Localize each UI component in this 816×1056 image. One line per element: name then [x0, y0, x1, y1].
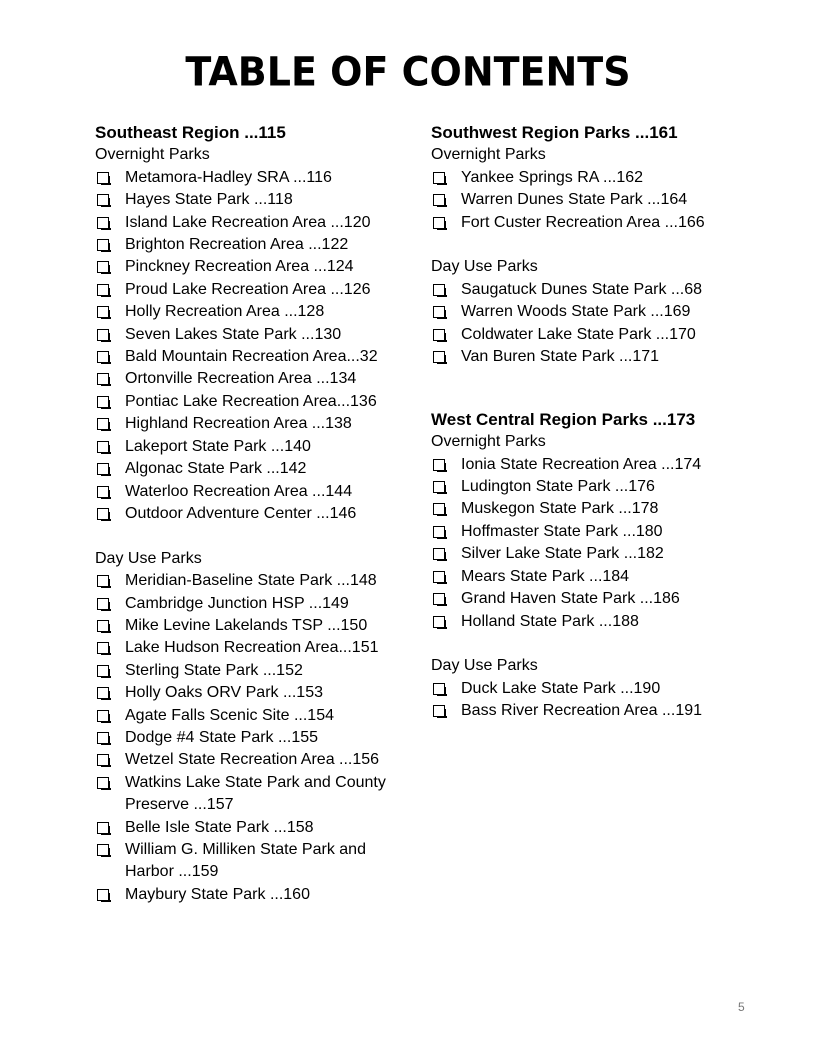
list-item[interactable] [95, 391, 405, 413]
checkbox-icon[interactable] [97, 172, 109, 184]
list-item[interactable] [95, 884, 405, 906]
list-item[interactable] [95, 234, 405, 256]
checkbox-icon[interactable] [433, 351, 445, 363]
list-item-label: Grand Haven State Park ...186 [461, 590, 680, 608]
spacer [95, 525, 405, 547]
checkbox-icon[interactable] [97, 777, 109, 789]
list-item[interactable] [431, 189, 731, 211]
region-heading-west-central: West Central Region Parks ...173 [431, 409, 696, 429]
list-item[interactable] [95, 570, 405, 592]
list-item[interactable] [95, 727, 405, 749]
list-item[interactable] [431, 212, 731, 234]
checkbox-icon[interactable] [433, 306, 445, 318]
list-item[interactable] [95, 413, 405, 435]
page-title: TABLE OF CONTENTS [185, 48, 631, 96]
list-item[interactable] [95, 481, 405, 503]
checkbox-icon[interactable] [97, 418, 109, 430]
list-item-label: Lakeport State Park ...140 [125, 437, 311, 455]
checkbox-icon[interactable] [97, 306, 109, 318]
list-item-label-continued: Harbor ...159 [125, 863, 219, 881]
list-item-label: Ortonville Recreation Area ...134 [125, 370, 357, 388]
list-item[interactable] [431, 521, 731, 543]
checkbox-icon[interactable] [433, 284, 445, 296]
list-item[interactable] [95, 705, 405, 727]
list-item[interactable] [431, 700, 731, 722]
checkbox-icon[interactable] [97, 642, 109, 654]
list-item-label: Warren Woods State Park ...169 [461, 303, 691, 321]
list-item-label: Pinckney Recreation Area ...124 [125, 258, 354, 276]
spacer [431, 368, 731, 390]
checkbox-icon[interactable] [433, 217, 445, 229]
list-item-label: Algonac State Park ...142 [125, 460, 307, 478]
list-item[interactable] [431, 476, 731, 498]
list-item-label: Ludington State Park ...176 [461, 478, 655, 496]
checkbox-icon[interactable] [433, 548, 445, 560]
list-item-label: Coldwater Lake State Park ...170 [461, 325, 696, 343]
list-item-label: Waterloo Recreation Area ...144 [125, 482, 353, 500]
list-item-label: Van Buren State Park ...171 [461, 348, 660, 366]
list-item[interactable] [95, 189, 405, 211]
list-item-label: Muskegon State Park ...178 [461, 500, 659, 518]
list-item[interactable] [95, 458, 405, 480]
list-item-label: Wetzel State Recreation Area ...156 [125, 751, 380, 769]
list-item-label: Bald Mountain Recreation Area...32 [125, 348, 378, 366]
checkbox-icon[interactable] [433, 616, 445, 628]
checkbox-icon[interactable] [433, 526, 445, 538]
checkbox-icon[interactable] [433, 503, 445, 515]
list-item[interactable] [95, 436, 405, 458]
checkbox-icon[interactable] [433, 571, 445, 583]
checkbox-icon[interactable] [97, 508, 109, 520]
list-item-label: Mears State Park ...184 [461, 567, 630, 585]
checkbox-icon[interactable] [433, 194, 445, 206]
list-item[interactable] [431, 543, 731, 565]
list-item-label: Belle Isle State Park ...158 [125, 818, 314, 836]
list-item[interactable] [95, 368, 405, 390]
checkbox-icon[interactable] [97, 598, 109, 610]
list-item[interactable] [431, 324, 731, 346]
list-item[interactable] [95, 256, 405, 278]
right-column [431, 122, 731, 723]
list-item[interactable] [431, 454, 731, 476]
section-label-overnight: Overnight Parks [95, 146, 210, 164]
checkbox-icon[interactable] [97, 217, 109, 229]
list-item[interactable] [95, 817, 405, 839]
list-item[interactable] [431, 301, 731, 323]
section-label-dayuse: Day Use Parks [431, 258, 538, 276]
checkbox-icon[interactable] [97, 329, 109, 341]
list-item-label: Lake Hudson Recreation Area...151 [125, 639, 379, 657]
list-item-label: Sterling State Park ...152 [125, 661, 303, 679]
list-item[interactable] [431, 167, 731, 189]
spacer [431, 234, 731, 256]
list-item[interactable] [95, 615, 405, 637]
list-item-label: Bass River Recreation Area ...191 [461, 702, 703, 720]
list-item[interactable] [95, 503, 405, 525]
checkbox-icon[interactable] [97, 351, 109, 363]
list-item-label: Hayes State Park ...118 [125, 191, 293, 209]
list-item-label: Highland Recreation Area ...138 [125, 415, 352, 433]
section-label-overnight: Overnight Parks [431, 433, 546, 451]
checkbox-icon[interactable] [97, 396, 109, 408]
list-item-label: Pontiac Lake Recreation Area...136 [125, 392, 377, 410]
spacer [431, 391, 731, 409]
checkbox-icon[interactable] [433, 593, 445, 605]
checkbox-icon[interactable] [97, 732, 109, 744]
list-item-label: Holly Oaks ORV Park ...153 [125, 684, 323, 702]
list-item-label: Brighton Recreation Area ...122 [125, 236, 349, 254]
checkbox-icon[interactable] [433, 172, 445, 184]
region-heading-southeast: Southeast Region ...115 [95, 123, 286, 142]
checkbox-icon[interactable] [97, 486, 109, 498]
checkbox-icon[interactable] [97, 373, 109, 385]
left-column [95, 122, 405, 906]
list-item[interactable] [95, 682, 405, 704]
checkbox-icon[interactable] [97, 261, 109, 273]
checkbox-icon[interactable] [97, 844, 109, 856]
checkbox-icon[interactable] [433, 459, 445, 471]
list-item-label: Island Lake Recreation Area ...120 [125, 213, 371, 231]
section-label-overnight: Overnight Parks [431, 146, 546, 164]
list-item[interactable] [431, 279, 731, 301]
list-item-label: Hoffmaster State Park ...180 [461, 522, 663, 540]
list-item-label: Saugatuck Dunes State Park ...68 [461, 280, 703, 298]
checkbox-icon[interactable] [97, 463, 109, 475]
list-item-label: Warren Dunes State Park ...164 [461, 191, 688, 209]
list-item[interactable] [95, 637, 405, 659]
list-item[interactable] [431, 588, 731, 610]
list-item-label-continued: Preserve ...157 [125, 796, 234, 814]
list-item-label: Ionia State Recreation Area ...174 [461, 455, 702, 473]
checkbox-icon[interactable] [97, 620, 109, 632]
checkbox-icon[interactable] [433, 481, 445, 493]
region-heading-southwest: Southwest Region Parks ...161 [431, 123, 678, 142]
list-item[interactable] [431, 346, 731, 368]
list-item[interactable] [95, 772, 405, 817]
list-item[interactable] [95, 346, 405, 368]
list-item[interactable] [95, 324, 405, 346]
section-label-dayuse: Day Use Parks [95, 549, 202, 567]
list-item-label: Proud Lake Recreation Area ...126 [125, 280, 371, 298]
list-item[interactable] [431, 678, 731, 700]
list-item[interactable] [95, 839, 405, 884]
checkbox-icon[interactable] [97, 239, 109, 251]
checkbox-icon[interactable] [97, 665, 109, 677]
list-item-label: Metamora-Hadley SRA ...116 [125, 168, 332, 186]
list-item-label: Holly Recreation Area ...128 [125, 303, 325, 321]
list-item[interactable] [431, 566, 731, 588]
checkbox-icon[interactable] [433, 705, 445, 717]
checkbox-icon[interactable] [97, 710, 109, 722]
list-item-label: Holland State Park ...188 [461, 612, 639, 630]
checkbox-icon[interactable] [97, 441, 109, 453]
list-item[interactable] [95, 301, 405, 323]
page-number: 5 [738, 1000, 745, 1014]
checkbox-icon[interactable] [97, 754, 109, 766]
list-item-label: Seven Lakes State Park ...130 [125, 325, 342, 343]
list-item-label: Agate Falls Scenic Site ...154 [125, 706, 334, 724]
list-item-label: Maybury State Park ...160 [125, 885, 310, 903]
list-item-label: Duck Lake State Park ...190 [461, 679, 661, 697]
list-item[interactable] [95, 749, 405, 771]
checkbox-icon[interactable] [97, 284, 109, 296]
list-item[interactable] [95, 167, 405, 189]
list-item[interactable] [431, 611, 731, 633]
list-item-label: Meridian-Baseline State Park ...148 [125, 572, 377, 590]
checkbox-icon[interactable] [97, 194, 109, 206]
checkbox-icon[interactable] [97, 687, 109, 699]
list-item-label: Watkins Lake State Park and County [125, 773, 386, 791]
checkbox-icon[interactable] [433, 329, 445, 341]
list-item[interactable] [95, 660, 405, 682]
list-item-label: Cambridge Junction HSP ...149 [125, 594, 349, 612]
spacer [431, 633, 731, 655]
list-item[interactable] [95, 212, 405, 234]
checkbox-icon[interactable] [433, 683, 445, 695]
list-item-label: Yankee Springs RA ...162 [461, 168, 644, 186]
list-item-label: Outdoor Adventure Center ...146 [125, 504, 357, 522]
list-item-label: Mike Levine Lakelands TSP ...150 [125, 616, 368, 634]
list-item-label: Fort Custer Recreation Area ...166 [461, 213, 705, 231]
list-item-label: William G. Milliken State Park and [125, 840, 366, 858]
section-label-dayuse: Day Use Parks [431, 657, 538, 675]
checkbox-icon[interactable] [97, 575, 109, 587]
list-item-label: Silver Lake State Park ...182 [461, 545, 664, 563]
list-item[interactable] [95, 279, 405, 301]
list-item-label: Dodge #4 State Park ...155 [125, 728, 319, 746]
checkbox-icon[interactable] [97, 889, 109, 901]
list-item[interactable] [95, 593, 405, 615]
checkbox-icon[interactable] [97, 822, 109, 834]
list-item[interactable] [431, 498, 731, 520]
